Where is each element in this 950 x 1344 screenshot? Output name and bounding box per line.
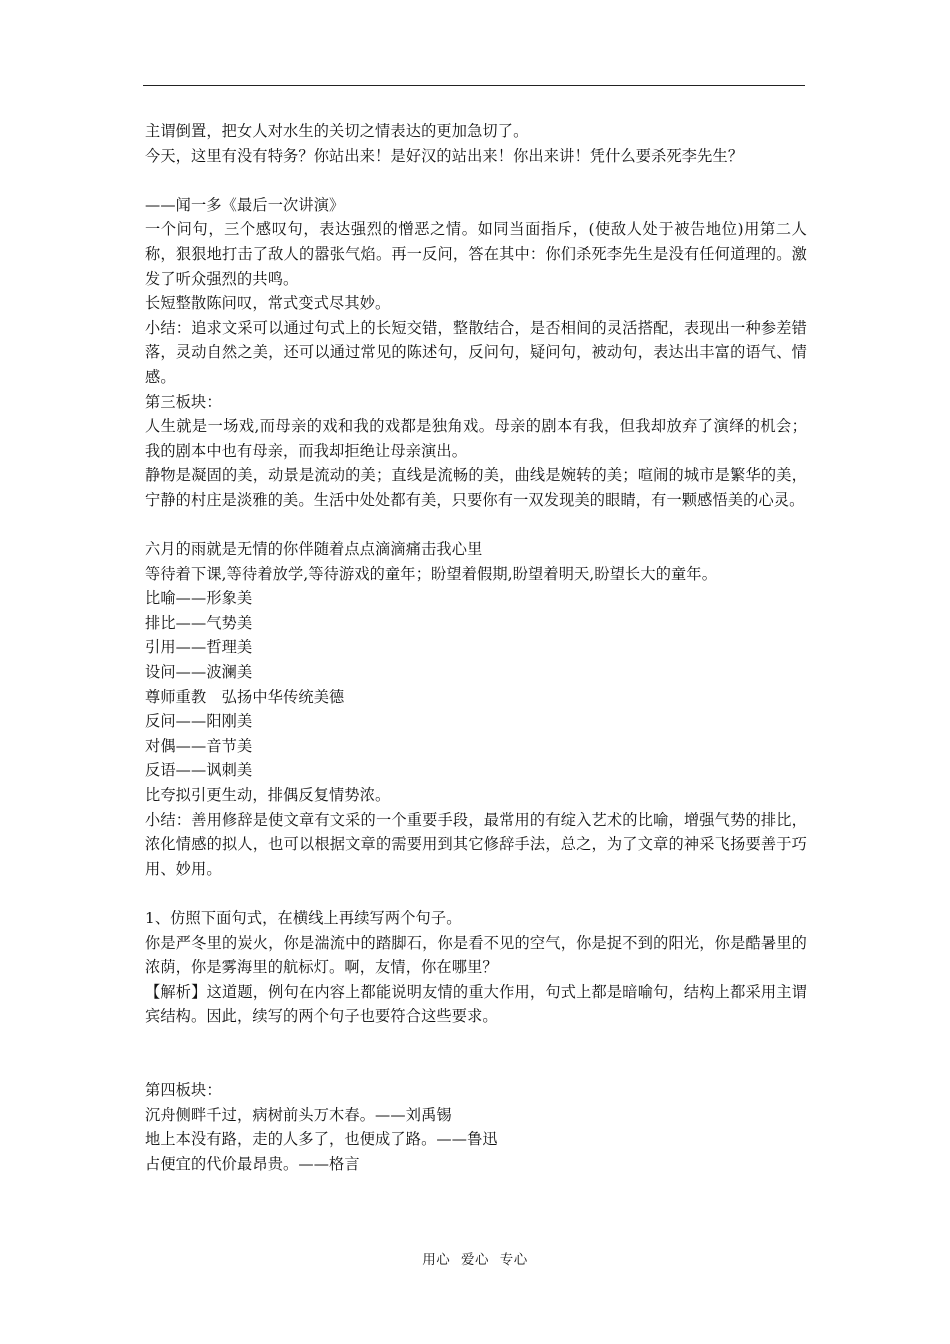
text-line: 比夸拟引更生动，排偶反复情势浓。 [145, 786, 391, 805]
header-rule [143, 85, 805, 86]
blank-line [145, 168, 807, 193]
rhetoric-item: 比喻——形象美 [145, 589, 253, 608]
section-heading: 第三板块： [145, 392, 222, 411]
document-body [145, 119, 807, 1177]
text-line: 主谓倒置，把女人对水生的关切之情表达的更加急切了。 [145, 122, 529, 140]
section-heading: 第四板块： [145, 1081, 222, 1100]
text-line: 长短整散陈问叹，常式变式尽其妙。 [145, 294, 391, 313]
exercise-prompt: 1、仿照下面句式，在横线上再续写两个句子。 [145, 909, 462, 927]
rhetoric-item: 排比——气势美 [145, 613, 253, 632]
blank-line [145, 1054, 807, 1079]
rhetoric-item: 引用——哲理美 [145, 638, 253, 657]
page-footer: 用心 爱心 专心 [422, 1252, 528, 1268]
rhetoric-item: 反语——讽刺美 [145, 761, 253, 780]
blank-line [145, 881, 807, 906]
text-line: 六月的雨就是无情的你伴随着点点滴滴痛击我心里 [145, 540, 483, 559]
quote-line: 沉舟侧畔千过，病树前头万木春。——刘禹锡 [145, 1105, 452, 1124]
quote-line: 地上本没有路，走的人多了，也便成了路。——鲁迅 [145, 1130, 498, 1149]
analysis-paragraph: 【解析】这道题，例句在内容上都能说明友情的重大作用，句式上都是暗喻句，结构上都采用主谓宾结构。因此，续写的两个句子也要符合这些要求。 [145, 982, 807, 1026]
blank-line [145, 1029, 807, 1054]
blank-line [145, 513, 807, 538]
text-line: ——闻一多《最后一次讲演》 [145, 195, 345, 214]
quote-line: 占便宜的代价最昂贵。——格言 [145, 1154, 360, 1173]
rhetoric-item: 反问——阳刚美 [145, 712, 253, 731]
paragraph: 静物是凝固的美，动景是流动的美；直线是流畅的美，曲线是婉转的美；喧闹的城市是繁华的美，宁静的村庄是淡雅的美。生活中处处都有美，只要你有一双发现美的眼睛，有一颗感悟美的心灵。 [145, 466, 807, 509]
text-line: 今天，这里有没有特务？你站出来！是好汉的站出来！你出来讲！凭什么要杀死李先生？ [145, 146, 744, 165]
paragraph: 你是严冬里的炭火，你是湍流中的踏脚石，你是看不见的空气，你是捉不到的阳光，你是酷暑里的浓荫，你是雾海里的航标灯。啊，友情，你在哪里？ [145, 933, 807, 977]
paragraph: 人生就是一场戏,而母亲的戏和我的戏都是独角戏。母亲的剧本有我，但我却放弃了演绎的机会；我的剧本中也有母亲，而我却拒绝让母亲演出。 [145, 417, 807, 460]
text-line: 尊师重教 弘扬中华传统美德 [145, 687, 345, 706]
rhetoric-item: 对偶——音节美 [145, 736, 253, 755]
paragraph: 小结：善用修辞是使文章有文采的一个重要手段，最常用的有绽入艺术的比喻，增强气势的排比，浓化情感的拟人，也可以根据文章的需要用到其它修辞手法，总之，为了文章的神采飞扬要善于巧用、妙用。 [145, 810, 807, 878]
paragraph: 小结：追求文采可以通过句式上的长短交错，整散结合，是否相间的灵活搭配，表现出一种参差错落，灵动自然之美，还可以通过常见的陈述句，反问句，疑问句，被动句，表达出丰富的语气、情感。 [145, 318, 807, 386]
paragraph: 一个问句，三个感叹句，表达强烈的憎恶之情。如同当面指斥，(使敌人处于被告地位)用第二人称，狠狠地打击了敌人的嚣张气焰。再一反问，答在其中：你们杀死李先生是没有任何道理的。激发了听众强烈的共鸣。 [145, 220, 807, 288]
rhetoric-item: 设问——波澜美 [145, 663, 253, 682]
text-line: 等待着下课,等待着放学,等待游戏的童年；盼望着假期,盼望着明天,盼望长大的童年。 [145, 564, 718, 583]
